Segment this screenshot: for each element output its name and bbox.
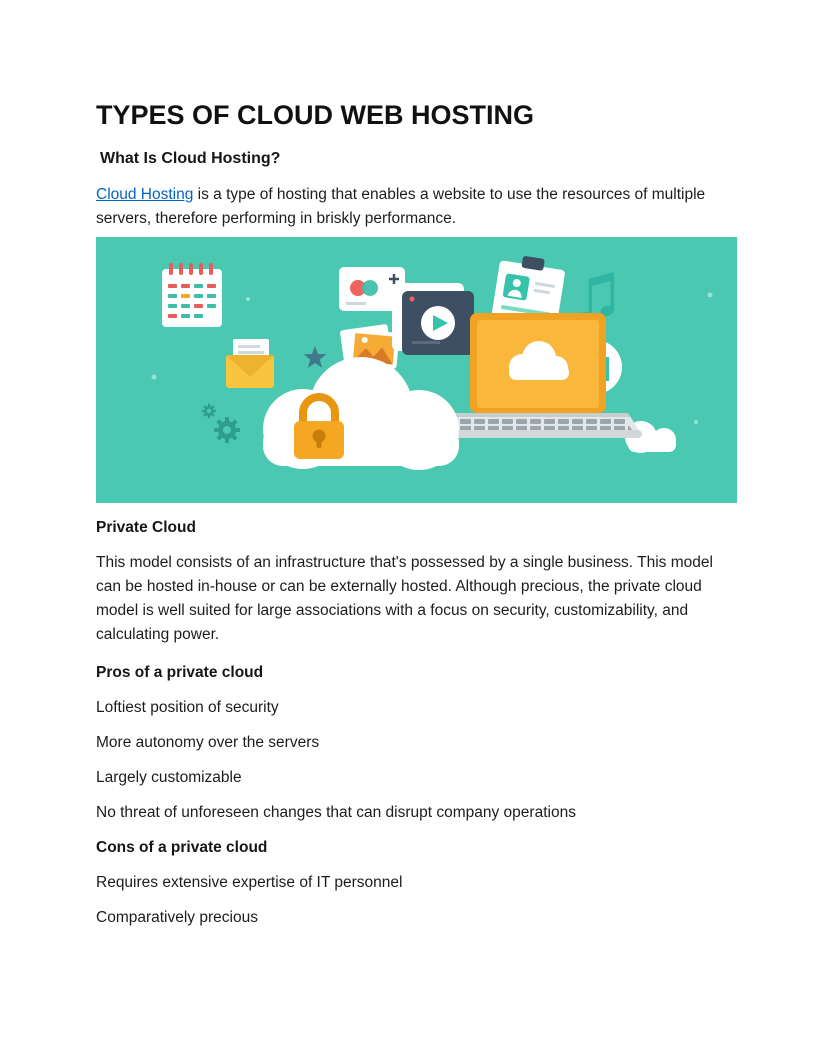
section-heading-private-cloud: Private Cloud <box>96 519 196 536</box>
cloud-hosting-link[interactable]: Cloud Hosting <box>96 186 194 203</box>
intro-paragraph <box>96 183 737 231</box>
intro-text: is a type of hosting that enables a website to use the resources of multiple servers, therefore performing in briskly performance. <box>96 186 706 227</box>
video-player-icon <box>392 283 474 355</box>
cloud-hosting-illustration <box>96 237 737 503</box>
cons-item: Requires extensive expertise of IT personnel <box>96 874 403 891</box>
envelope-icon <box>226 339 274 388</box>
calendar-icon <box>162 263 222 327</box>
pros-item: Loftiest position of security <box>96 699 279 716</box>
page-title: TYPES OF CLOUD WEB HOSTING <box>96 100 535 130</box>
pros-item: More autonomy over the servers <box>96 734 320 751</box>
pros-item: Largely customizable <box>96 769 242 786</box>
cons-item: Comparatively precious <box>96 909 258 926</box>
section-heading-cons: Cons of a private cloud <box>96 839 268 856</box>
section-heading-pros: Pros of a private cloud <box>96 664 264 681</box>
intro-heading: What Is Cloud Hosting? <box>100 150 281 167</box>
private-cloud-body: This model consists of an infrastructure that's possessed by a single business. This model can be hosted in-house or can be externally hosted. Although precious, the private cloud model is well suited for large associations with a focus on security, customizability, and calculating power. <box>96 554 713 643</box>
pros-item: No threat of unforeseen changes that can disrupt company operations <box>96 804 576 821</box>
